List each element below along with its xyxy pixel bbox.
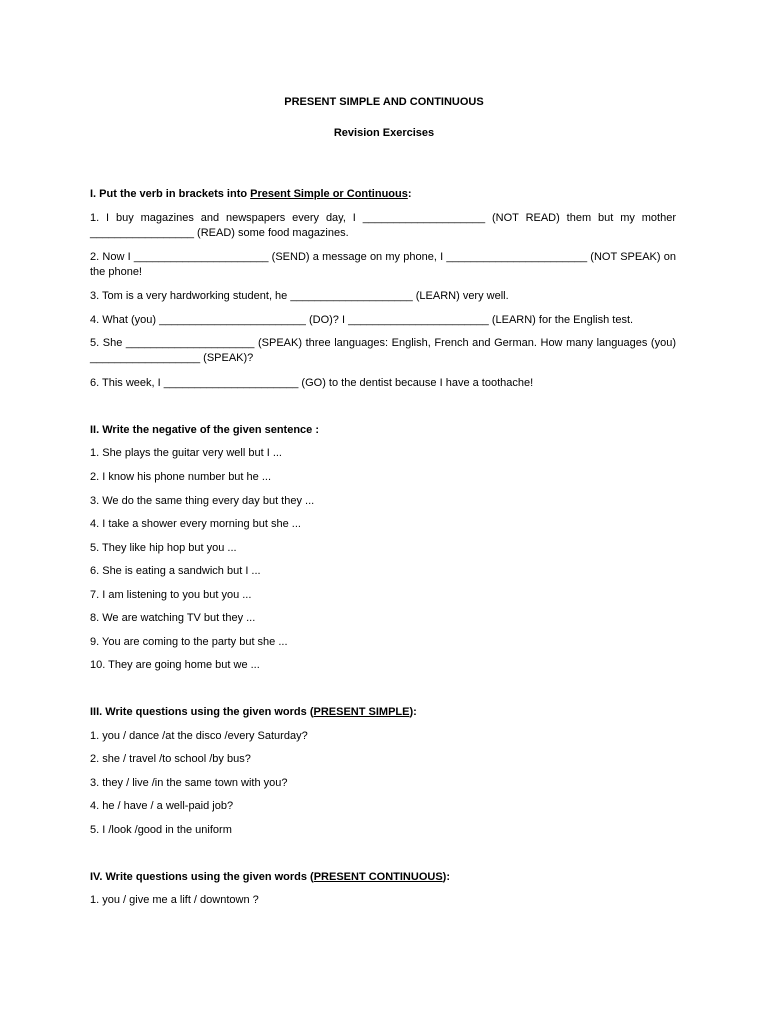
section-2-heading: II. Write the negative of the given sentence : bbox=[90, 424, 320, 436]
section-3-item: 5. I /look /good in the uniform bbox=[90, 824, 232, 836]
section-2-item: 10. They are going home but we ... bbox=[90, 659, 260, 671]
section-2-item: 4. I take a shower every morning but she ... bbox=[90, 518, 301, 530]
section-3-item: 4. he / have / a well-paid job? bbox=[90, 800, 234, 812]
section-3-heading-suffix: ): bbox=[409, 706, 417, 718]
section-3-item: 1. you / dance /at the disco /every Saturday? bbox=[90, 730, 308, 742]
section-4-item: 1. you / give me a lift / downtown ? bbox=[90, 894, 259, 906]
section-2-item: 6. She is eating a sandwich but I ... bbox=[90, 565, 261, 577]
section-3-heading-text: III. Write questions using the given words ( bbox=[90, 706, 314, 718]
section-1-item: 5. She _____________________ (SPEAK) three languages: English, French and German. How many languages (you) __________________ (SPEAK)? bbox=[90, 337, 676, 364]
section-2-item: 7. I am listening to you but you ... bbox=[90, 589, 252, 601]
section-1-item: 4. What (you) ________________________ (DO)? I _______________________ (LEARN) for the English test. bbox=[90, 314, 634, 326]
section-2-item: 9. You are coming to the party but she ... bbox=[90, 636, 288, 648]
section-1-heading bbox=[90, 187, 680, 202]
section-1-heading-suffix: : bbox=[407, 188, 412, 200]
section-3-item: 2. she / travel /to school /by bus? bbox=[90, 753, 251, 765]
section-1-item: 1. I buy magazines and newspapers every day, I ____________________ (NOT READ) them but my mother _________________ (READ) some food magazines. bbox=[90, 212, 676, 239]
section-1-heading-underlined: Present Simple or Continuous bbox=[250, 188, 408, 200]
section-1-item: 2. Now I ______________________ (SEND) a message on my phone, I _______________________ (NOT SPEAK) on the phone! bbox=[90, 251, 676, 278]
section-2-item: 8. We are watching TV but they ... bbox=[90, 612, 256, 624]
section-2-item: 3. We do the same thing every day but they ... bbox=[90, 495, 315, 507]
section-1-item: 6. This week, I ______________________ (GO) to the dentist because I have a toothache! bbox=[90, 377, 534, 389]
section-3-item: 3. they / live /in the same town with you? bbox=[90, 777, 288, 789]
section-3-heading bbox=[90, 705, 680, 720]
section-4-heading-underlined: PRESENT CONTINUOUS bbox=[313, 871, 443, 883]
section-1-heading-text: I. Put the verb in brackets into bbox=[90, 188, 251, 200]
page-title: PRESENT SIMPLE AND CONTINUOUS bbox=[284, 96, 484, 108]
section-4-heading bbox=[90, 870, 680, 885]
page-subtitle: Revision Exercises bbox=[333, 127, 435, 139]
section-4-heading-text: IV. Write questions using the given words ( bbox=[90, 871, 314, 883]
section-1-item: 3. Tom is a very hardworking student, he ____________________ (LEARN) very well. bbox=[90, 290, 509, 302]
section-2-item: 1. She plays the guitar very well but I ... bbox=[90, 447, 282, 459]
section-2-item: 2. I know his phone number but he ... bbox=[90, 471, 272, 483]
section-3-heading-underlined: PRESENT SIMPLE bbox=[313, 706, 410, 718]
section-4-heading-suffix: ): bbox=[442, 871, 450, 883]
section-2-item: 5. They like hip hop but you ... bbox=[90, 542, 237, 554]
